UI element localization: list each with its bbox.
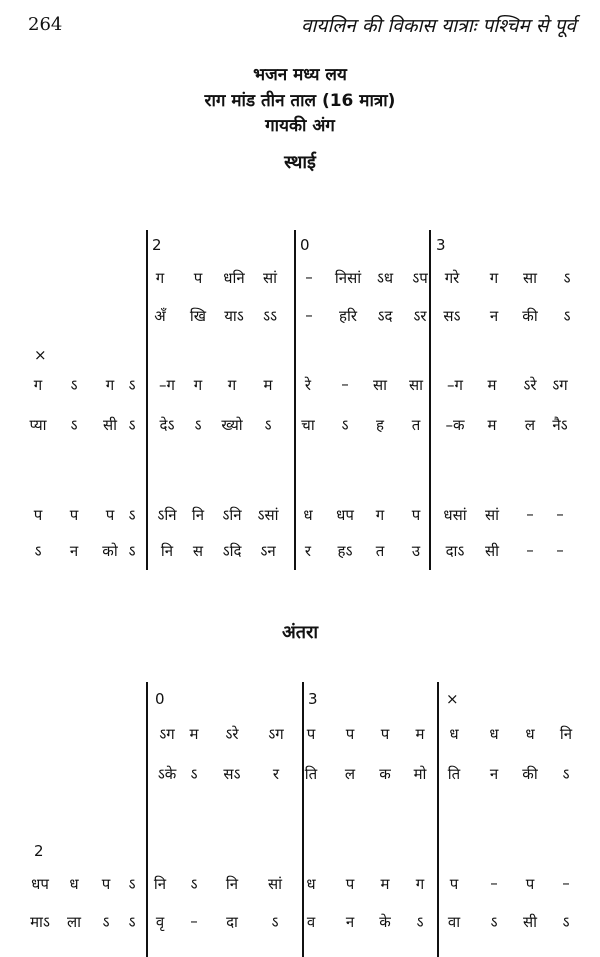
sthai-note: ह — [376, 416, 384, 434]
sthai-note: त — [411, 416, 421, 434]
sthai-note: नि — [160, 542, 174, 560]
sthai-note: सी — [484, 542, 500, 560]
antara-note: की — [522, 765, 538, 783]
sthai-note: नैऽ — [552, 416, 568, 434]
antara-note: ऽरे — [225, 725, 239, 743]
sthai-note: ग — [105, 376, 115, 394]
antara-note: ऽ — [416, 913, 424, 931]
sthai-note: – — [305, 306, 313, 324]
sthai-note: सा — [408, 376, 424, 394]
antara-note: न — [489, 765, 499, 783]
sthai-note: ग — [375, 506, 385, 524]
sthai-note: ऽरे — [523, 376, 537, 394]
sthai-note: ऽ — [70, 376, 78, 394]
antara-note: प — [306, 725, 316, 743]
antara-note: प — [449, 875, 459, 893]
sthai-note: धनि — [223, 269, 245, 287]
antara-note: ऽग — [159, 725, 175, 743]
antara-marker-0: 0 — [155, 690, 165, 708]
sthai-bar-3 — [429, 230, 431, 570]
sthai-note: प — [69, 506, 79, 524]
sthai-note: सां — [484, 506, 500, 524]
antara-note: नि — [153, 875, 167, 893]
antara-note: ऽ — [562, 913, 570, 931]
sthai-note: सा — [372, 376, 388, 394]
sthai-note: म — [487, 376, 497, 394]
sthai-note: ग — [489, 269, 499, 287]
antara-note: नि — [559, 725, 573, 743]
sthai-note: ऽ — [34, 542, 42, 560]
antara-note: के — [379, 913, 391, 931]
sthai-note: ऽन — [260, 542, 276, 560]
sthai-note: ल — [524, 416, 536, 434]
antara-note: न — [345, 913, 355, 931]
sthai-note: ऽ — [128, 542, 136, 560]
sthai-note: ऽ — [128, 416, 136, 434]
sthai-note: गरे — [444, 269, 460, 287]
sthai-note: सां — [262, 269, 278, 287]
sthai-note: न — [489, 307, 499, 325]
sthai-note: उ — [411, 542, 421, 560]
antara-note: – — [562, 874, 570, 892]
sthai-note: –ग — [447, 376, 463, 394]
title-line-2: राग मांड तीन ताल (16 मात्रा) — [204, 91, 396, 111]
sthai-note: प — [411, 506, 421, 524]
antara-note: र — [272, 765, 280, 783]
sthai-note: याऽ — [224, 307, 244, 325]
sthai-note: ऽ — [194, 416, 202, 434]
sthai-marker-2: 2 — [152, 236, 162, 254]
page-number: 264 — [28, 14, 63, 35]
sthai-note: – — [341, 375, 349, 393]
antara-note: ऽ — [490, 913, 498, 931]
antara-note: ऽ — [562, 765, 570, 783]
antara-note: प — [101, 875, 111, 893]
antara-note: मो — [413, 765, 427, 783]
sthai-note: ऽनि — [157, 506, 177, 524]
sthai-note: म — [487, 416, 497, 434]
sthai-marker-x: × — [34, 346, 47, 364]
sthai-note: –ग — [159, 376, 175, 394]
sthai-heading: स्थाई — [284, 152, 316, 173]
antara-note: दा — [226, 913, 238, 931]
sthai-note: देऽ — [159, 416, 175, 434]
antara-bar-2 — [302, 682, 304, 957]
sthai-marker-0: 0 — [300, 236, 310, 254]
sthai-note: ऽ — [70, 416, 78, 434]
antara-note: ध — [449, 725, 459, 743]
sthai-note: ऽ — [563, 269, 571, 287]
antara-note: ऽ — [128, 875, 136, 893]
antara-note: सऽ — [223, 765, 241, 783]
sthai-note: ऽऽ — [262, 307, 278, 325]
antara-note: ऽ — [190, 765, 198, 783]
sthai-note: –क — [445, 416, 465, 434]
sthai-note: नि — [191, 506, 205, 524]
sthai-note: – — [556, 541, 564, 559]
sthai-note: ऽ — [128, 506, 136, 524]
title-line-1: भजन मध्य लय — [253, 65, 347, 85]
antara-bar-3 — [437, 682, 439, 957]
sthai-note: सा — [522, 269, 538, 287]
antara-note: ति — [304, 765, 318, 783]
antara-note: सां — [267, 875, 283, 893]
sthai-note: प — [193, 269, 203, 287]
sthai-note: ऽप — [412, 269, 428, 287]
sthai-note: ऽ — [128, 376, 136, 394]
sthai-note: ऽसां — [257, 506, 279, 524]
sthai-note: ऽ — [264, 416, 272, 434]
antara-note: ऽ — [128, 913, 136, 931]
antara-marker-2: 2 — [34, 842, 44, 860]
sthai-note: ध — [303, 506, 313, 524]
antara-note: ऽ — [102, 913, 110, 931]
antara-heading: अंतरा — [281, 622, 319, 643]
sthai-note: र — [304, 542, 312, 560]
sthai-note: – — [526, 505, 534, 523]
antara-note: – — [190, 912, 198, 930]
sthai-note: सी — [102, 416, 118, 434]
sthai-note: ऽ — [341, 416, 349, 434]
sthai-note: ग — [227, 376, 237, 394]
antara-note: ध — [69, 875, 79, 893]
sthai-note: ख्यो — [221, 416, 243, 434]
sthai-note: हऽ — [337, 542, 353, 560]
sthai-note: ग — [155, 269, 165, 287]
sthai-note: की — [522, 307, 538, 325]
sthai-note: रे — [304, 376, 312, 394]
antara-note: ध — [525, 725, 535, 743]
antara-note: ऽ — [190, 875, 198, 893]
antara-note: सी — [522, 913, 538, 931]
sthai-note: अँ — [154, 307, 166, 325]
antara-note: म — [189, 725, 199, 743]
antara-note: धप — [31, 875, 49, 893]
sthai-note: चा — [301, 416, 315, 434]
sthai-note: ग — [193, 376, 203, 394]
sthai-note: प्या — [29, 416, 47, 434]
antara-marker-x: × — [446, 690, 459, 708]
antara-note: ऽग — [268, 725, 284, 743]
antara-note: व — [306, 913, 316, 931]
sthai-note: ऽदि — [222, 542, 242, 560]
antara-note: वा — [447, 913, 461, 931]
antara-note: ल — [344, 765, 356, 783]
antara-note: ऽ — [271, 913, 279, 931]
sthai-note: ग — [33, 376, 43, 394]
sthai-bar-2 — [294, 230, 296, 570]
sthai-note: – — [556, 505, 564, 523]
sthai-note: धप — [336, 506, 354, 524]
running-head: वायलिन की विकास यात्राः पश्चिम से पूर्व — [300, 15, 576, 37]
antara-marker-3: 3 — [308, 690, 318, 708]
antara-note: – — [490, 874, 498, 892]
sthai-note: स — [192, 542, 204, 560]
antara-note: ऽके — [157, 765, 177, 783]
sthai-note: ऽद — [377, 307, 393, 325]
sthai-note: निसां — [334, 269, 362, 287]
antara-note: प — [345, 725, 355, 743]
antara-note: म — [415, 725, 425, 743]
sthai-note: ऽग — [552, 376, 568, 394]
antara-note: ध — [306, 875, 316, 893]
antara-note: माऽ — [30, 913, 50, 931]
sthai-note: ऽ — [563, 307, 571, 325]
sthai-note: ऽनि — [222, 506, 242, 524]
sthai-note: हरि — [339, 307, 357, 325]
antara-note: ध — [489, 725, 499, 743]
sthai-note: खि — [189, 307, 207, 325]
sthai-bar-1 — [146, 230, 148, 570]
antara-note: वृ — [155, 913, 165, 931]
antara-bar-1 — [146, 682, 148, 957]
antara-note: प — [380, 725, 390, 743]
sthai-note: – — [526, 541, 534, 559]
antara-note: ग — [415, 875, 425, 893]
sthai-marker-3: 3 — [436, 236, 446, 254]
sthai-note: म — [263, 376, 273, 394]
sthai-note: ऽध — [376, 269, 394, 287]
sthai-note: प — [105, 506, 115, 524]
sthai-note: धसां — [443, 506, 467, 524]
sthai-note: ऽर — [413, 307, 427, 325]
sthai-note: प — [33, 506, 43, 524]
sthai-note: – — [305, 268, 313, 286]
antara-note: ति — [447, 765, 461, 783]
sthai-note: दाऽ — [445, 542, 465, 560]
title-line-3: गायकी अंग — [265, 116, 335, 136]
antara-note: म — [380, 875, 390, 893]
sthai-note: न — [69, 542, 79, 560]
antara-note: प — [345, 875, 355, 893]
antara-note: ला — [66, 913, 82, 931]
sthai-note: त — [375, 542, 385, 560]
antara-note: नि — [225, 875, 239, 893]
sthai-note: सऽ — [443, 307, 461, 325]
sthai-note: को — [102, 542, 118, 560]
antara-note: प — [525, 875, 535, 893]
antara-note: क — [379, 765, 391, 783]
